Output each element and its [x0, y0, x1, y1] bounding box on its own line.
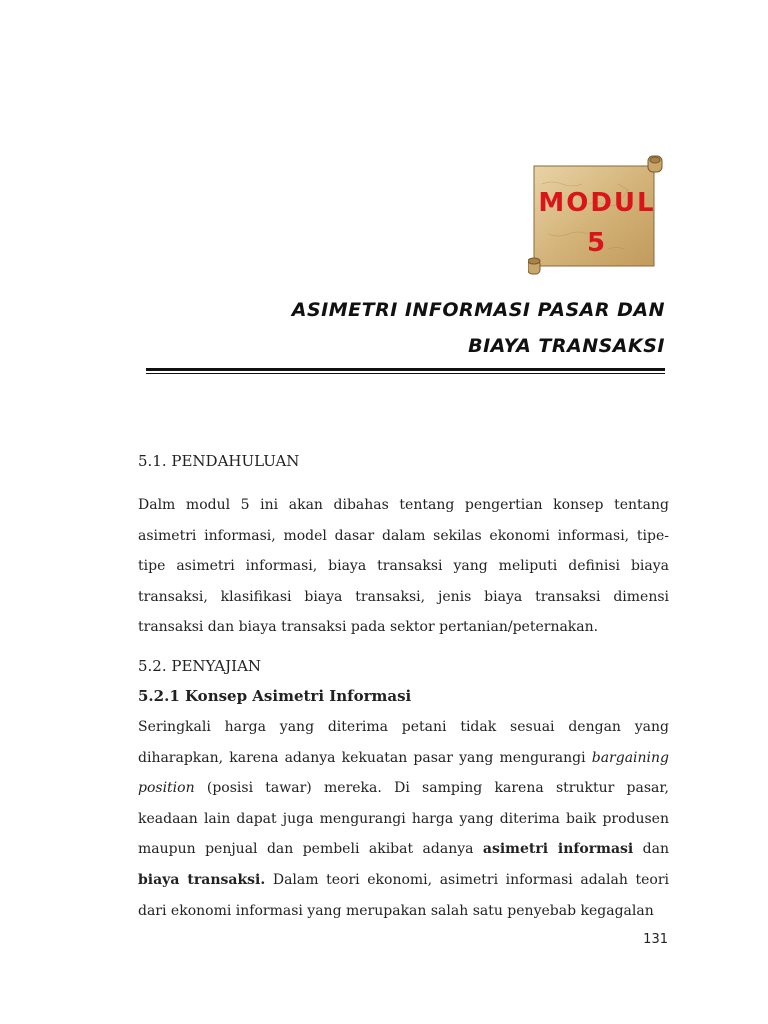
body-text-part2: (posisi tawar) mereka. Di samping karena struktur pasar, keadaan lain dapat juga mengurangi harga yang diterima baik produsen maupun penjual dan pembeli akibat adanya: [138, 780, 669, 858]
title-divider-thick: [146, 368, 665, 371]
body-text-part4: Dalam teori ekonomi, asimetri informasi adalah teori dari ekonomi informasi yang merupakan salah satu penyebab kegagalan: [138, 871, 669, 919]
body-text: [138, 712, 669, 926]
modul-label: MODUL: [538, 188, 656, 218]
intro-text: Dalm modul 5 ini akan dibahas tentang pengertian konsep tentang asimetri informasi, model dasar dalam sekilas ekonomi informasi, tipe-tipe asimetri informasi, biaya transaksi yang meliputi definisi biaya transaksi, klasifikasi biaya transaksi, jenis biaya transaksi dimensi transaksi dan biaya transaksi pada sektor pertanian/peternakan.: [138, 497, 669, 636]
section-heading-penyajian: 5.2. PENYAJIAN: [138, 657, 262, 675]
italic-term: bargaining position: [138, 749, 669, 797]
body-paragraph: [138, 712, 669, 926]
modul-number: 5: [586, 228, 608, 258]
body-text-part1: Seringkali harga yang diterima petani tidak sesuai dengan yang diharapkan, karena adanya kekuatan pasar yang mengurangi: [138, 719, 669, 766]
section-heading-pendahuluan: 5.1. PENDAHULUAN: [138, 452, 300, 470]
subsection-heading: 5.2.1 Konsep Asimetri Informasi: [138, 687, 412, 705]
modul-banner: [528, 154, 666, 276]
bold-term-asimetri: asimetri informasi: [482, 841, 634, 858]
bold-term-biaya: biaya transaksi.: [138, 871, 266, 888]
chapter-title-line1: ASIMETRI INFORMASI PASAR DAN: [291, 299, 665, 321]
page-number: 131: [643, 932, 668, 947]
body-text-part3: dan: [633, 841, 669, 858]
chapter-title-line2: BIAYA TRANSAKSI: [468, 335, 665, 357]
intro-paragraph: [138, 490, 669, 643]
title-divider-thin: [146, 373, 665, 374]
